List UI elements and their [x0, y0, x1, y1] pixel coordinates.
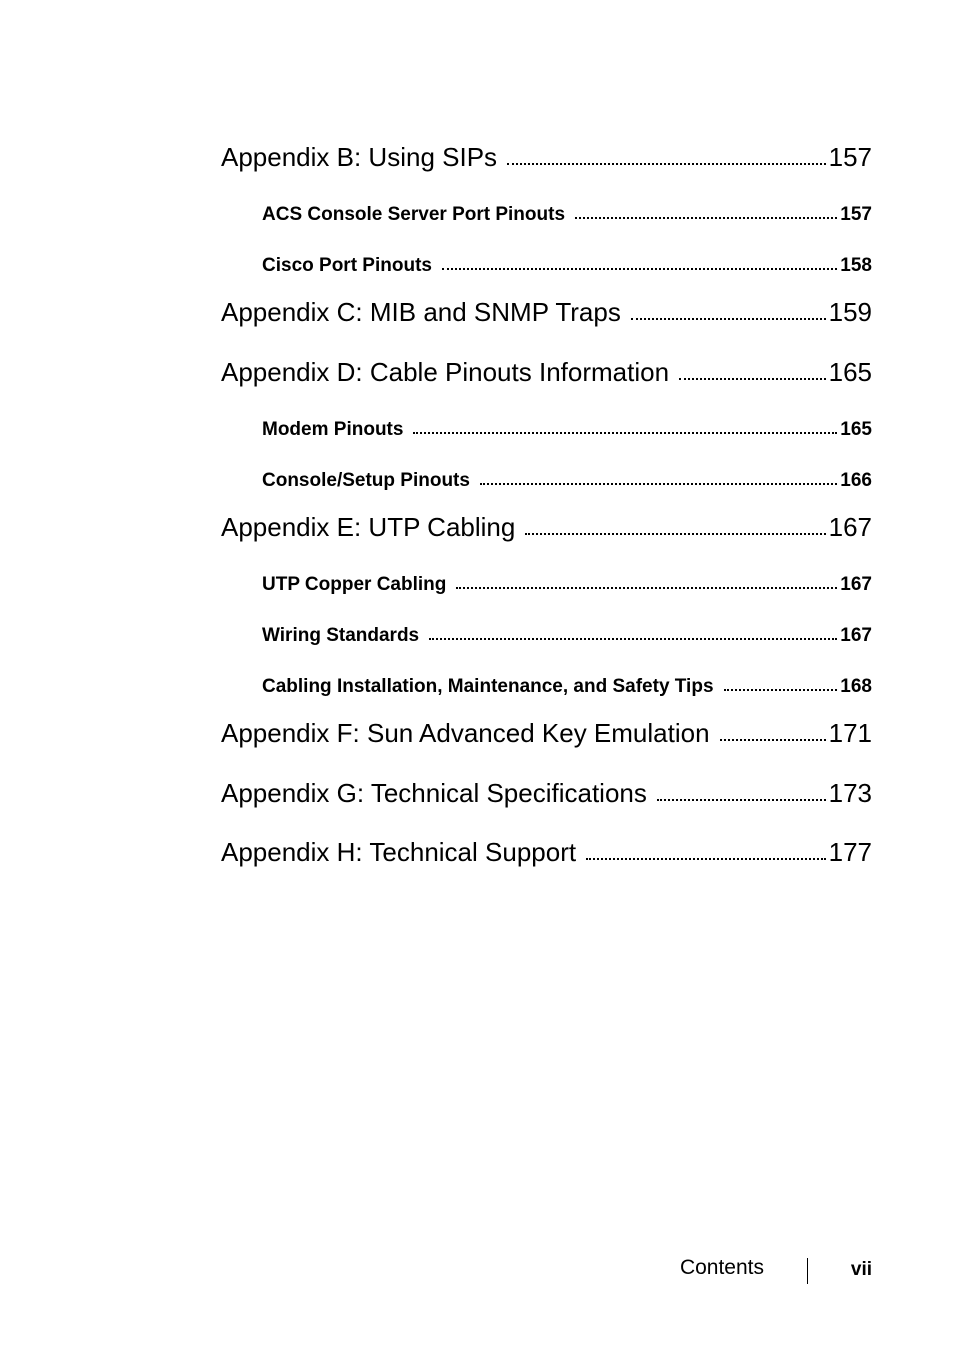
page-footer	[0, 1256, 954, 1286]
toc-entry-title: UTP Copper Cabling	[262, 574, 447, 595]
dot-leader	[720, 738, 826, 741]
toc-entry-cisco-port-pinouts[interactable]	[262, 255, 872, 277]
toc-entry-page: 166	[840, 470, 872, 491]
dot-leader	[480, 482, 837, 485]
dot-leader	[507, 162, 826, 165]
toc-entry-utp-copper-cabling[interactable]	[262, 574, 872, 596]
dot-leader	[724, 688, 838, 691]
toc-entry-page: 159	[828, 297, 872, 327]
toc-entry-page: 165	[840, 419, 872, 440]
dot-leader	[679, 377, 826, 380]
dot-leader	[657, 798, 826, 801]
toc-entry-page: 158	[840, 255, 872, 276]
dot-leader	[575, 216, 837, 219]
footer-page-number: vii	[850, 1259, 872, 1280]
dot-leader	[525, 532, 825, 535]
footer-section-label: Contents	[679, 1256, 764, 1279]
toc-entry-acs-console-server-port-pinouts[interactable]	[262, 204, 872, 226]
toc-entry-title: Appendix E: UTP Cabling	[221, 512, 516, 542]
toc-entry-appendix-c[interactable]	[221, 297, 872, 328]
toc-entry-page: 173	[828, 778, 872, 808]
dot-leader	[413, 431, 837, 434]
toc-entry-title: Console/Setup Pinouts	[262, 470, 470, 491]
toc-entry-console-setup-pinouts[interactable]	[262, 470, 872, 492]
toc-entry-appendix-h[interactable]	[221, 837, 872, 868]
toc-entry-appendix-e[interactable]	[221, 512, 872, 543]
footer-divider	[807, 1258, 808, 1284]
toc-entry-page: 177	[828, 837, 872, 867]
toc-entry-page: 157	[840, 204, 872, 225]
dot-leader	[429, 637, 837, 640]
dot-leader	[456, 586, 837, 589]
toc-entry-appendix-f[interactable]	[221, 718, 872, 749]
toc-entry-wiring-standards[interactable]	[262, 625, 872, 647]
dot-leader	[631, 317, 826, 320]
toc-entry-cabling-installation-maintenance-safety-tips[interactable]	[262, 676, 872, 698]
toc-entry-title: Cisco Port Pinouts	[262, 255, 432, 276]
toc-entry-page: 157	[828, 142, 872, 172]
toc-entry-page: 167	[840, 625, 872, 646]
toc-entry-title: Cabling Installation, Maintenance, and Safety Tips	[262, 676, 714, 697]
toc-entry-title: Appendix D: Cable Pinouts Information	[221, 357, 670, 387]
toc-entry-title: Modem Pinouts	[262, 419, 404, 440]
toc-entry-title: ACS Console Server Port Pinouts	[262, 204, 566, 225]
toc-entry-appendix-g[interactable]	[221, 778, 872, 809]
toc-entry-title: Appendix G: Technical Specifications	[221, 778, 647, 808]
toc-entry-page: 167	[828, 512, 872, 542]
toc-entry-page: 165	[828, 357, 872, 387]
toc-entry-title: Appendix H: Technical Support	[221, 837, 577, 867]
toc-entry-title: Appendix B: Using SIPs	[221, 142, 498, 172]
dot-leader	[442, 267, 837, 270]
toc-entry-title: Wiring Standards	[262, 625, 420, 646]
toc-entry-page: 171	[828, 718, 872, 748]
toc-entry-appendix-b[interactable]	[221, 142, 872, 173]
toc-entry-title: Appendix C: MIB and SNMP Traps	[221, 297, 621, 327]
toc-entry-modem-pinouts[interactable]	[262, 419, 872, 441]
toc-entry-appendix-d[interactable]	[221, 357, 872, 388]
dot-leader	[586, 857, 826, 860]
toc-entry-title: Appendix F: Sun Advanced Key Emulation	[221, 718, 710, 748]
toc-entry-page: 167	[840, 574, 872, 595]
toc-entry-page: 168	[840, 676, 872, 697]
